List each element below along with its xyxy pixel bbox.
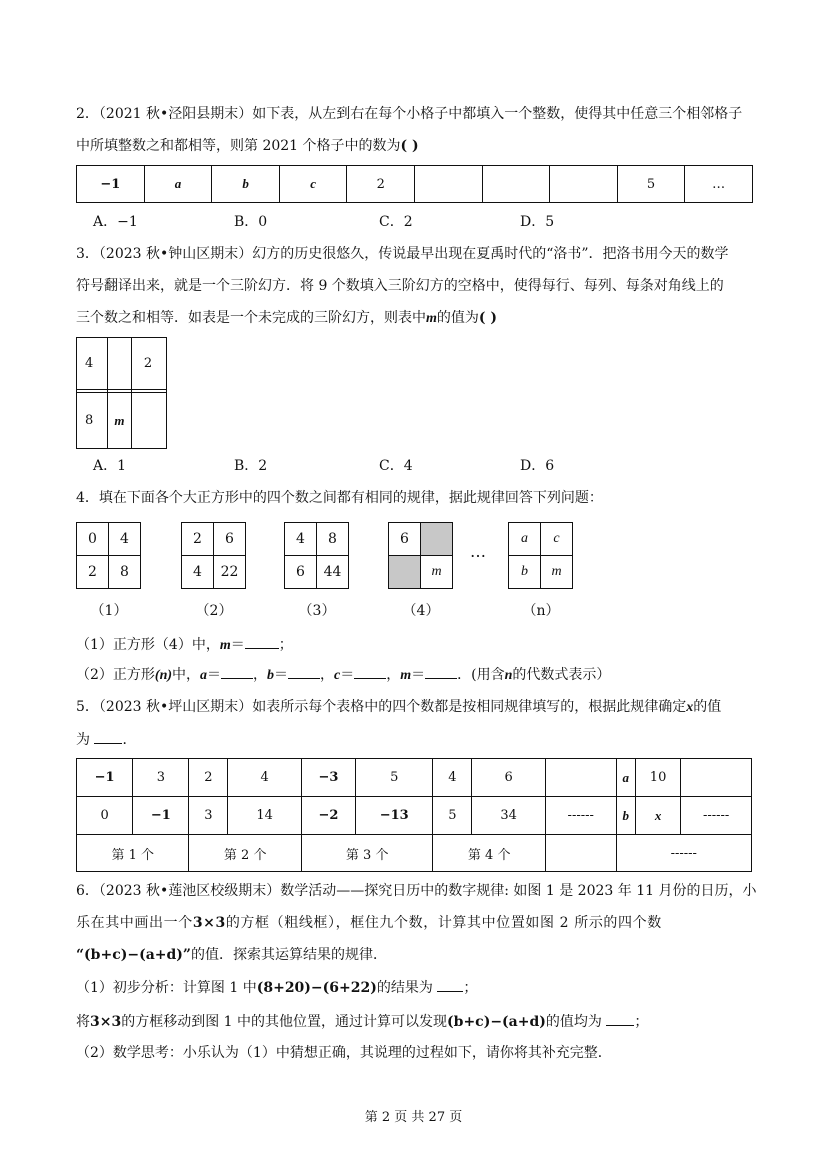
q5-cell: ------: [681, 797, 752, 835]
answer-blank[interactable]: [437, 977, 463, 992]
q4-sub1-end: ；: [278, 637, 293, 653]
q6-line1: 6．（2023 秋•莲池区校级期末）数学活动——探究日历中的数字规律: 如图 1 是 2023 年 11 月份的日历，小: [76, 883, 757, 899]
q2-cell: 2: [347, 166, 415, 203]
q6-line2: [76, 913, 662, 933]
q4-eq: ＝: [207, 667, 222, 683]
q4-var-b: b: [267, 668, 275, 683]
q5-cell: 4: [228, 759, 302, 797]
q6-sub1-expr2: (b+c)−(a+d): [447, 1014, 546, 1030]
q5-cell: 10: [635, 759, 680, 797]
q5-group-label: 第 3 个: [301, 835, 433, 872]
q3-cell: 4: [77, 338, 108, 390]
q4-ellipsis: …: [470, 542, 486, 561]
q5-line2-text: 为: [76, 732, 90, 748]
q4-sq3-label: （3）: [298, 603, 336, 619]
q5-line2: [76, 729, 136, 750]
q2-option-a: A．−1: [93, 214, 138, 230]
q5-line1-text: 5．（2023 秋•坪山区期末）如表所示每个表格中的四个数都是按相同规律填写的，根据此规律确定: [76, 699, 687, 715]
q6-sub1-end: ；: [463, 980, 478, 996]
q2-cell: [482, 166, 550, 203]
q6-sub1-cont-text: 将: [76, 1014, 90, 1030]
q5-cell: [681, 759, 752, 797]
q6-3x3: 3×3: [90, 1014, 122, 1030]
q2-option-c: C．2: [379, 214, 413, 230]
q5-cell: ------: [545, 797, 616, 835]
q4-comma: ，: [386, 667, 401, 683]
q6-sub1-cont-text3: 的值均为: [545, 1014, 602, 1030]
q4-sqn-label: （n）: [522, 603, 560, 619]
q4-eq: ＝: [340, 667, 355, 683]
q4-sq4-br: m: [420, 555, 453, 589]
answer-blank[interactable]: [354, 664, 386, 679]
q5-cell: 34: [472, 797, 546, 835]
q3-cell: 2: [131, 338, 166, 390]
q3-cell: m: [108, 393, 132, 449]
q4-sq1-br: 8: [108, 555, 141, 589]
q4-sq1-bl: 2: [76, 555, 109, 589]
q3-option-a: A．1: [93, 458, 127, 474]
q4-var-c: c: [334, 668, 341, 683]
q4-sq4-tl: 6: [388, 522, 421, 556]
answer-blank[interactable]: [221, 664, 253, 679]
q4-sq4-label: （4）: [402, 603, 440, 619]
q4-sub2-end: ．(用含: [457, 667, 505, 683]
q2-cell: …: [685, 166, 753, 203]
q3-option-c: C．4: [379, 458, 413, 474]
q6-sub1-cont-end: ；: [634, 1014, 649, 1030]
q5-group-label: 第 1 个: [77, 835, 189, 872]
q5-cell: b: [616, 797, 635, 835]
q3-cell: 8: [77, 393, 108, 449]
q2-cell: b: [212, 166, 280, 203]
q2-cell: a: [144, 166, 212, 203]
q2-line1: 2．（2021 秋•泾阳县期末）如下表，从左到右在每个小格子中都填入一个整数，使得其中任意三个相邻格子: [76, 106, 743, 122]
q4-sub2-tail: 的代数式表示）: [512, 667, 611, 683]
q6-sub2: （2）数学思考：小乐认为（1）中猜想正确，其说理的过程如下，请你将其补充完整．: [76, 1045, 612, 1061]
q5-cell: 3: [189, 797, 228, 835]
q2-cell: c: [279, 166, 347, 203]
q3-option-b: B．2: [234, 458, 268, 474]
q4-sub1-text: （1）正方形（4）中，: [76, 637, 220, 653]
q2-option-b: B．0: [234, 214, 268, 230]
q4-sq2-tl: 2: [181, 522, 214, 556]
q6-line3: [76, 945, 387, 965]
q6-sub1-text: （1）初步分析：计算图 1 中: [76, 980, 257, 996]
q5-var-x: x: [686, 700, 694, 715]
q6-sub1-text2: 的结果为: [376, 980, 433, 996]
q3-cell: [131, 393, 166, 449]
q2-cell: 5: [617, 166, 685, 203]
q5-cell: 2: [189, 759, 228, 797]
q4-sub1-var: m: [219, 638, 231, 653]
q3-var-m: m: [426, 311, 437, 326]
q4-sq3-tl: 4: [284, 522, 317, 556]
q6-sub1: [76, 977, 477, 998]
answer-blank[interactable]: [94, 729, 122, 744]
q4-sqn-br: m: [540, 555, 573, 589]
q6-line2-text: 乐在其中画出一个: [76, 915, 193, 931]
q4-var-m: m: [400, 668, 412, 683]
q4-sub1: [76, 634, 293, 656]
q5-group-label: [545, 835, 616, 872]
q5-cell: 3: [133, 759, 189, 797]
q4-comma: ，: [320, 667, 335, 683]
q4-sq2-tr: 6: [213, 522, 246, 556]
q4-sq4-tr-shaded: [420, 522, 453, 556]
q4-var-a: a: [200, 668, 208, 683]
q3-magic-square: [76, 337, 167, 449]
q4-var-n: n: [504, 668, 513, 683]
q4-comma: ，: [253, 667, 268, 683]
q5-group-label: 第 2 个: [189, 835, 301, 872]
q4-sub2: [76, 664, 610, 686]
q4-sq1-tr: 4: [108, 522, 141, 556]
q4-sub2-n: (n): [154, 668, 173, 683]
q2-option-d: D．5: [520, 214, 555, 230]
q3-line3-text2: 的值为: [436, 310, 479, 326]
q3-option-d: D．6: [520, 458, 555, 474]
q4-sq2-bl: 4: [181, 555, 214, 589]
q5-cell: −3: [301, 759, 355, 797]
answer-blank[interactable]: [425, 664, 457, 679]
q5-cell: −2: [301, 797, 355, 835]
q6-sub1-cont: [76, 1011, 648, 1032]
q5-cell: a: [616, 759, 635, 797]
q4-sub2-text: （2）正方形: [76, 667, 155, 683]
q5-line1-end: 的值: [693, 699, 722, 715]
q4-eq: ＝: [411, 667, 426, 683]
q3-line1: 3．（2023 秋•钟山区期末）幻方的历史很悠久，传说最早出现在夏禹时代的“洛书”．把洛书用今天的数学: [76, 246, 729, 262]
q5-cell: 4: [433, 759, 472, 797]
q5-cell: −1: [77, 759, 133, 797]
answer-blank[interactable]: [245, 634, 279, 649]
q4-sq3-br: 44: [316, 555, 349, 589]
q5-group-label: 第 4 个: [433, 835, 545, 872]
answer-blank[interactable]: [606, 1011, 634, 1026]
q5-cell: 0: [77, 797, 133, 835]
q6-line3-text: 的值．探索其运算结果的规律．: [190, 947, 387, 963]
q2-line2: [76, 136, 419, 156]
q5-cell: 5: [356, 759, 433, 797]
q4-eq: ＝: [230, 637, 245, 653]
q4-eq: ＝: [274, 667, 289, 683]
q2-paren: ( ): [400, 138, 419, 154]
q6-sub1-expr: (8+20)−(6+22): [256, 980, 377, 996]
q5-cell: 5: [433, 797, 472, 835]
q6-line2-text2: 的方框（粗线框），框住九个数，计算其中位置如图 2 所示的四个数: [225, 915, 662, 931]
q4-sq2-br: 22: [213, 555, 246, 589]
q5-cell: 14: [228, 797, 302, 835]
q4-sq2-label: （2）: [195, 603, 233, 619]
q4-sqn-tr: c: [540, 522, 573, 556]
q4-sq3-bl: 6: [284, 555, 317, 589]
q4-intro: 4．填在下面各个大正方形中的四个数之间都有相同的规律，据此规律回答下列问题：: [76, 490, 603, 506]
q2-line2-text: 中所填整数之和都相等，则第 2021 个格子中的数为: [76, 138, 401, 154]
q4-sq3-tr: 8: [316, 522, 349, 556]
q5-cell: −13: [356, 797, 433, 835]
answer-blank[interactable]: [288, 664, 320, 679]
q5-cell: −1: [133, 797, 189, 835]
q5-line2-end: ．: [122, 732, 137, 748]
q5-table: [76, 758, 752, 872]
q3-cell: [108, 338, 132, 390]
q6-3x3: 3×3: [192, 915, 226, 931]
q2-cell: [550, 166, 618, 203]
q5-line1: [76, 697, 721, 718]
q3-line3: [76, 308, 497, 329]
q5-cell: [545, 759, 616, 797]
q3-line3-text: 三个数之和相等．如表是一个未完成的三阶幻方，则表中: [76, 310, 426, 326]
q2-cell: −1: [77, 166, 145, 203]
q3-paren: ( ): [478, 310, 498, 326]
page-footer: 第 2 页 共 27 页: [364, 1110, 463, 1125]
q2-cell: [415, 166, 483, 203]
q5-cell: x: [635, 797, 680, 835]
q4-sqn-tl: a: [508, 522, 541, 556]
q2-table: [76, 165, 753, 203]
q4-sq1-tl: 0: [76, 522, 109, 556]
q5-group-label: ------: [616, 835, 751, 872]
q6-expression: “(b+c)−(a+d)”: [76, 947, 191, 963]
q5-cell: 6: [472, 759, 546, 797]
q4-sq4-bl-shaded: [388, 555, 421, 589]
q4-sqn-bl: b: [508, 555, 541, 589]
q4-sub2-text2: 中，: [172, 667, 201, 683]
q4-sq1-label: （1）: [90, 603, 128, 619]
q6-sub1-cont-text2: 的方框移动到图 1 中的其他位置，通过计算可以发现: [121, 1014, 448, 1030]
q3-line2: 符号翻译出来，就是一个三阶幻方．将 9 个数填入三阶幻方的空格中，使得每行、每列、每条对角线上的: [76, 278, 724, 294]
